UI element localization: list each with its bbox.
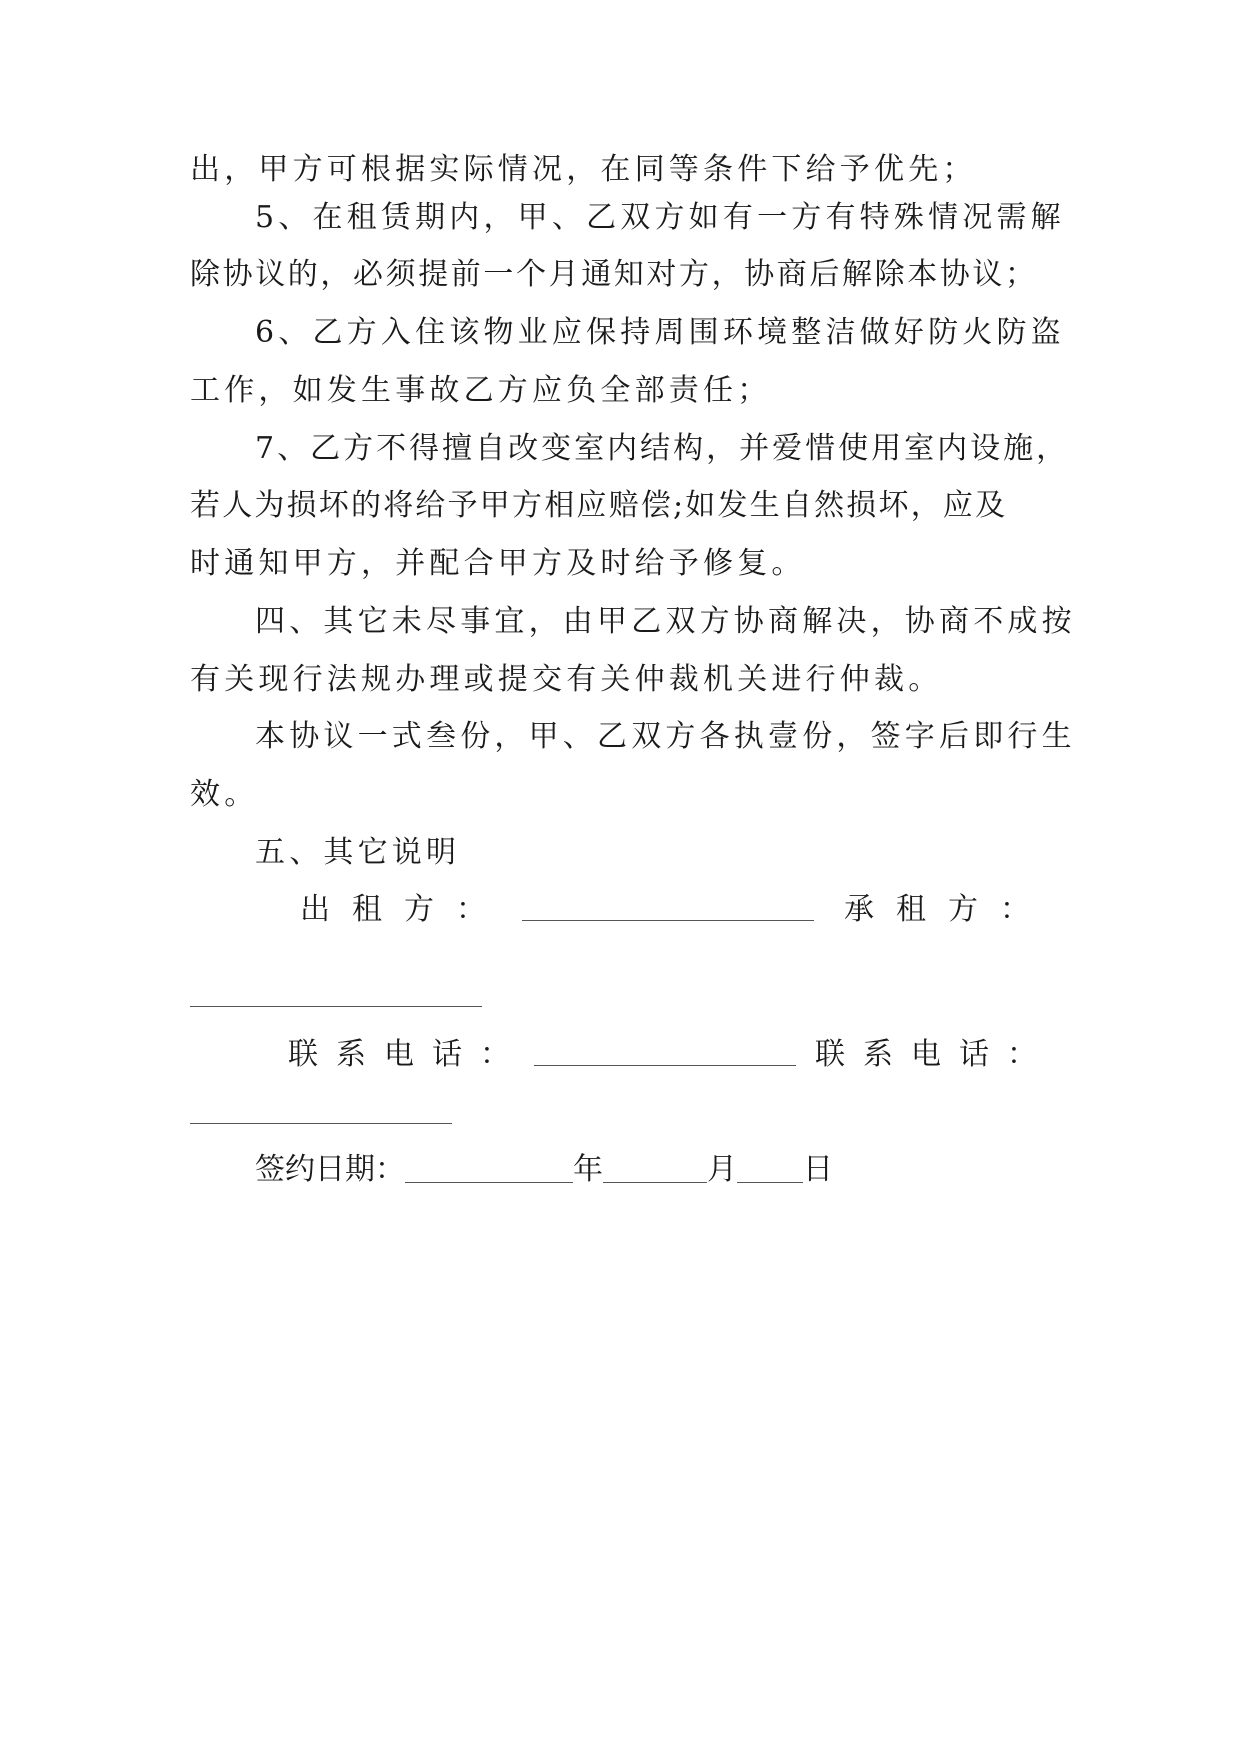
day-label: 日 — [803, 1152, 833, 1187]
signing-date-field — [255, 1150, 833, 1190]
year-label: 年 — [573, 1152, 603, 1187]
clause-7-line-1: 7、乙方不得擅自改变室内结构，并爱惜使用室内设施， — [255, 431, 1070, 466]
month-blank[interactable] — [603, 1152, 707, 1183]
year-blank[interactable] — [405, 1152, 573, 1183]
lessee-signature-field — [844, 890, 1030, 930]
lessee-label: 承租方 — [844, 892, 1000, 927]
clause-5-line-2: 除协议的，必须提前一个月通知对方，协商后解除本协议； — [190, 257, 1038, 292]
lessor-phone-label: 联系电话 — [288, 1037, 480, 1072]
lessor-colon: ： — [456, 892, 486, 927]
lessor-signature-field — [300, 890, 486, 930]
clause-7-line-3: 时通知甲方，并配合甲方及时给予修复。 — [190, 546, 806, 581]
clause-6-line-1: 6、乙方入住该物业应保持周围环境整洁做好防火防盗 — [255, 315, 1065, 350]
lessor-label: 出租方 — [300, 892, 456, 927]
copies-line-2: 效。 — [190, 777, 259, 812]
lessor-phone-field — [288, 1035, 510, 1075]
section-4-line-2: 有关现行法规办理或提交有关仲裁机关进行仲裁。 — [190, 662, 943, 697]
lessee-signature-blank[interactable] — [190, 1004, 482, 1007]
clause-5-line-1: 5、在租赁期内，甲、乙双方如有一方有特殊情况需解 — [255, 200, 1065, 235]
clause-6-line-2: 工作，如发生事故乙方应负全部责任； — [190, 373, 772, 408]
lessee-phone-blank[interactable] — [190, 1121, 452, 1124]
copies-line-1: 本协议一式叁份，甲、乙双方各执壹份，签字后即行生 — [255, 719, 1076, 754]
lessor-phone-colon: ： — [480, 1037, 510, 1072]
lessee-phone-label: 联系电话 — [815, 1037, 1007, 1072]
lessor-phone-blank[interactable] — [534, 1063, 796, 1066]
section-5-heading: 五、其它说明 — [255, 835, 461, 870]
month-label: 月 — [707, 1152, 737, 1187]
signing-date-label: 签约日期： — [255, 1152, 405, 1187]
section-4-line-1: 四、其它未尽事宜，由甲乙双方协商解决，协商不成按 — [255, 604, 1076, 639]
lessor-signature-blank[interactable] — [522, 918, 814, 921]
lessee-phone-colon: ： — [1007, 1037, 1037, 1072]
paragraph-continuation: 出，甲方可根据实际情况，在同等条件下给予优先； — [190, 152, 977, 187]
lessee-phone-field — [815, 1035, 1037, 1075]
clause-7-line-2: 若人为损坏的将给予甲方相应赔偿;如发生自然损坏，应及 — [190, 488, 1008, 523]
lessee-colon: ： — [1000, 892, 1030, 927]
day-blank[interactable] — [737, 1152, 803, 1183]
